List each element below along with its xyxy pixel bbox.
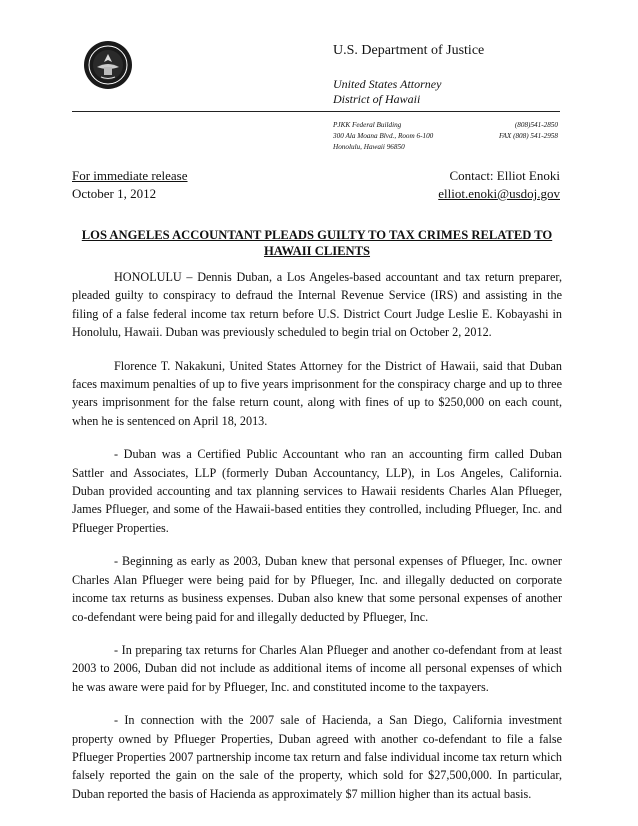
address-line-3: Honolulu, Hawaii 96850 xyxy=(333,143,405,151)
body-paragraph: - In connection with the 2007 sale of Hacienda, a San Diego, California investment property owned by Pflueger Properties, Duban agreed with another co-defendant to file a false Pflueger Properties 2007 partnership income tax return and false individual income tax return which falsely reported the gain on the sale of the property, which sold for $27,500,000. In particular, Duban reported the basis of Hacienda as approximately $7 million higher than its actual basis. xyxy=(72,713,562,801)
body-paragraph: - In preparing tax returns for Charles Alan Pflueger and another co-defendant from at least 2003 to 2006, Duban did not include as additional items of income all personal expenses of which he was aware were paid for by Pflueger, Inc. and constituted income to the taxpayers. xyxy=(72,642,562,694)
office-name xyxy=(333,77,441,107)
press-release-body xyxy=(72,268,562,818)
department-name: U.S. Department of Justice xyxy=(333,43,485,58)
contact-info xyxy=(360,167,560,203)
contact-email-link[interactable]: elliot.enoki@usdoj.gov xyxy=(438,186,560,201)
fax-number: FAX (808) 541-2958 xyxy=(499,132,558,140)
press-release-headline: LOS ANGELES ACCOUNTANT PLEADS GUILTY TO TAX CRIMES RELATED TO HAWAII CLIENTS xyxy=(81,228,553,258)
header-divider xyxy=(72,111,560,112)
office-address xyxy=(333,120,433,153)
body-paragraph: Florence T. Nakakuni, United States Attorney for the District of Hawaii, said that Duban faces maximum penalties of up to five years imprisonment for the conspiracy charge and up to three years imprisonment for the false return count, along with fines of up to $250,000 on each count, when he is sentenced on April 18, 2013. xyxy=(72,358,562,428)
address-line-2: 300 Ala Moana Blvd., Room 6-100 xyxy=(333,132,434,140)
phone-number: (808)541-2850 xyxy=(514,121,558,129)
release-date: October 1, 2012 xyxy=(72,186,157,201)
contact-name: Contact: Elliot Enoki xyxy=(449,168,560,183)
address-line-1: PJKK Federal Building xyxy=(333,121,402,129)
release-type: For immediate release xyxy=(72,168,188,183)
office-line-2: District of Hawaii xyxy=(333,92,421,106)
body-paragraph: - Duban was a Certified Public Accountant who ran an accounting firm called Duban Sattler and Associates, LLP (formerly Duban Accountancy, LLP), in Los Angeles, California. Duban provided accounting and tax planning services to Hawaii residents Charles Alan Pflueger, James Pflueger, and some of the Hawaii-based entities they controlled, including Pflueger, Inc. and Pflueger Properties. xyxy=(72,447,562,535)
office-phones xyxy=(480,120,558,142)
body-paragraph: - Beginning as early as 2003, Duban knew that personal expenses of Pflueger, Inc. owner Charles Alan Pflueger were being paid for by Pflueger, Inc. and illegally deducted on corporate income tax returns as business expenses. Duban also knew that some personal expenses of another co-defendant were being paid for and illegally deducted by Pflueger, Inc. xyxy=(72,554,562,624)
office-line-1: United States Attorney xyxy=(333,77,442,91)
release-info xyxy=(72,167,188,203)
doj-seal-icon xyxy=(83,40,133,90)
body-paragraph: HONOLULU – Dennis Duban, a Los Angeles-based accountant and tax return preparer, pleaded guilty to conspiracy to defraud the Internal Revenue Service (IRS) and assisting in the filing of a false federal income tax return before U.S. District Court Judge Leslie E. Kobayashi in Honolulu, Hawaii. Duban was previously scheduled to begin trial on October 2, 2012. xyxy=(72,270,562,340)
